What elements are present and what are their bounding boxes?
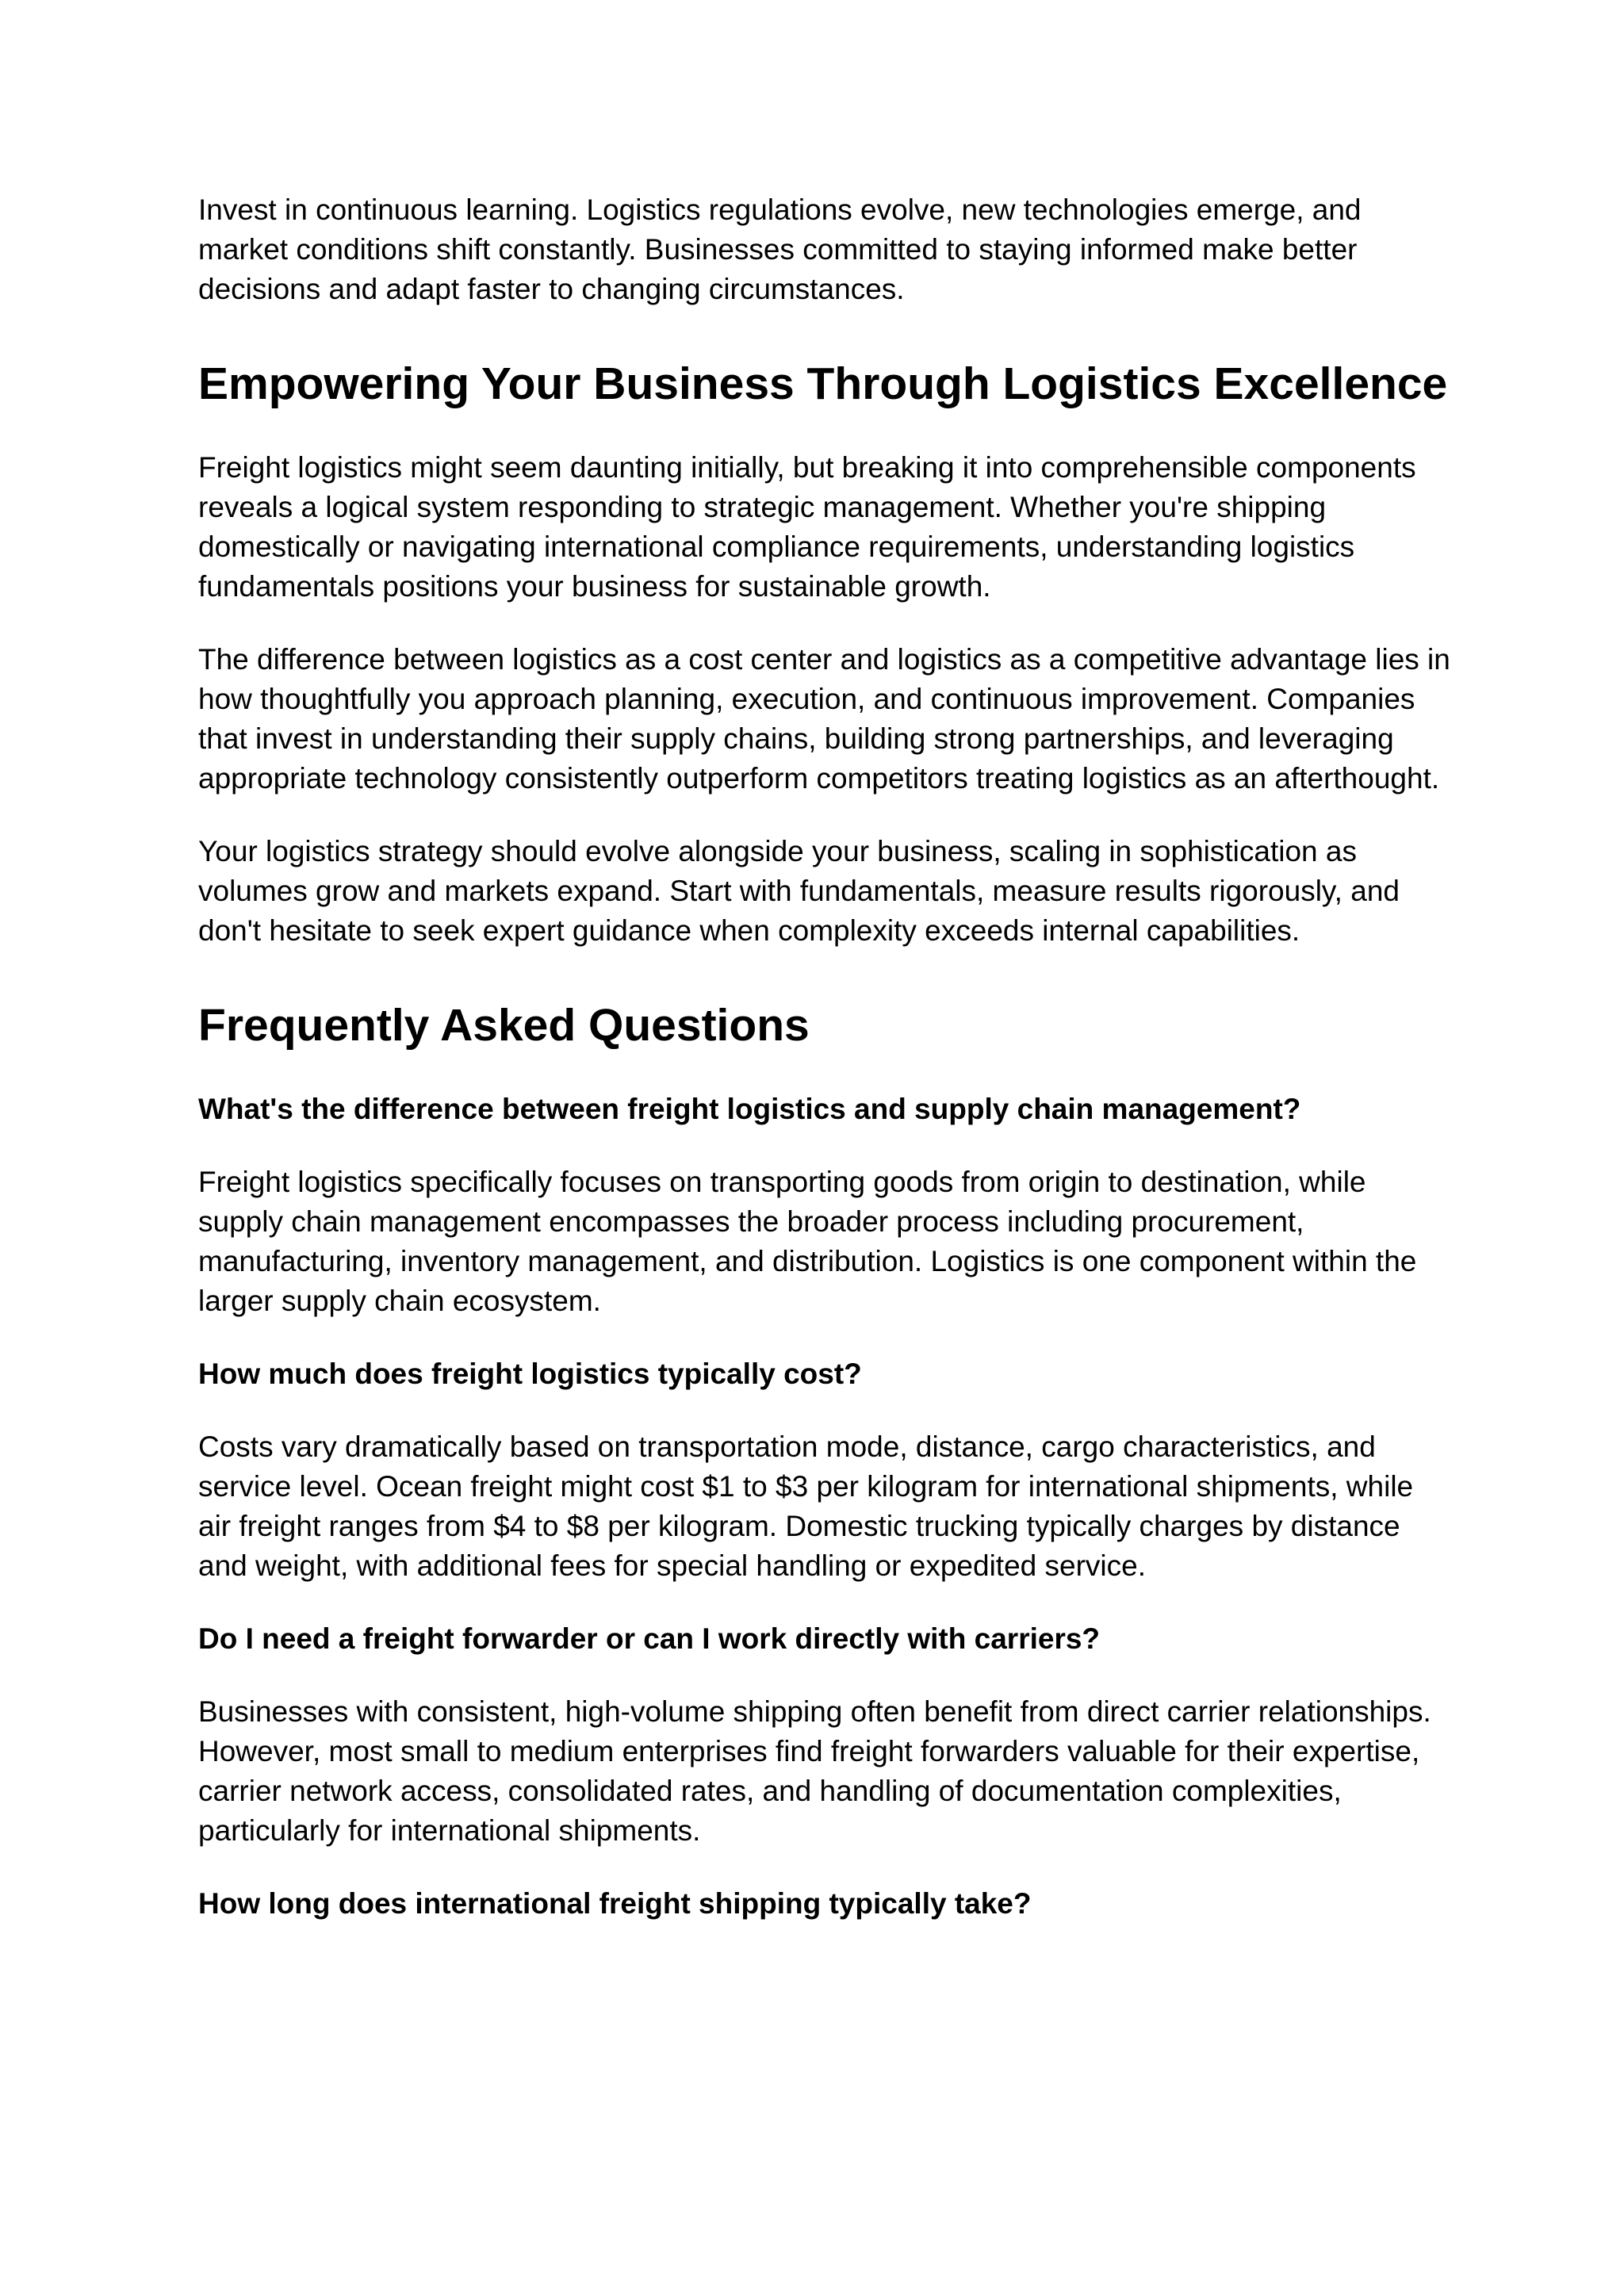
faq-question-4: How long does international freight shipping typically take?	[198, 1887, 1032, 1920]
empowering-paragraph-1: Freight logistics might seem daunting initially, but breaking it into comprehensible components reveals a logical system responding to strategic management. Whether you're shipping domestically or navigating international compliance requirements, understanding logistics fundamentals positions your business for sustainable growth.	[198, 451, 1416, 603]
intro-paragraph: Invest in continuous learning. Logistics regulations evolve, new technologies emerge, and market conditions shift constantly. Businesses committed to staying informed make better decisions and adapt faster to changing circumstances.	[198, 193, 1362, 305]
empowering-paragraph-2: The difference between logistics as a cost center and logistics as a competitive advantage lies in how thoughtfully you approach planning, execution, and continuous improvement. Companies that invest in understanding their supply chains, building strong partnerships, and leveraging appropriate technology consistently outperform competitors treating logistics as an afterthought.	[198, 643, 1450, 795]
faq-answer-2: Costs vary dramatically based on transportation mode, distance, cargo characteristics, and service level. Ocean freight might cost $1 to $3 per kilogram for international shipments, while air freight ranges from $4 to $8 per kilogram. Domestic trucking typically charges by distance and weight, with additional fees for special handling or expedited service.	[198, 1430, 1414, 1582]
document-page	[198, 190, 1451, 1957]
faq-question-2: How much does freight logistics typically cost?	[198, 1358, 862, 1390]
faq-question-1: What's the difference between freight logistics and supply chain management?	[198, 1093, 1301, 1125]
faq-answer-1: Freight logistics specifically focuses on transporting goods from origin to destination, while supply chain management encompasses the broader process including procurement, manufacturing, inventory management, and distribution. Logistics is one component within the larger supply chain ecosystem.	[198, 1166, 1417, 1317]
empowering-heading: Empowering Your Business Through Logistics Excellence	[198, 358, 1448, 409]
faq-question-3: Do I need a freight forwarder or can I work directly with carriers?	[198, 1622, 1101, 1655]
empowering-paragraph-3: Your logistics strategy should evolve alongside your business, scaling in sophistication as volumes grow and markets expand. Start with fundamentals, measure results rigorously, and don't hesitate to seek expert guidance when complexity exceeds internal capabilities.	[198, 835, 1400, 947]
faq-heading: Frequently Asked Questions	[198, 1000, 810, 1051]
faq-answer-3: Businesses with consistent, high-volume shipping often benefit from direct carrier relationships. However, most small to medium enterprises find freight forwarders valuable for their expertise, carrier network access, consolidated rates, and handling of documentation complexities, particularly for international shipments.	[198, 1695, 1431, 1847]
